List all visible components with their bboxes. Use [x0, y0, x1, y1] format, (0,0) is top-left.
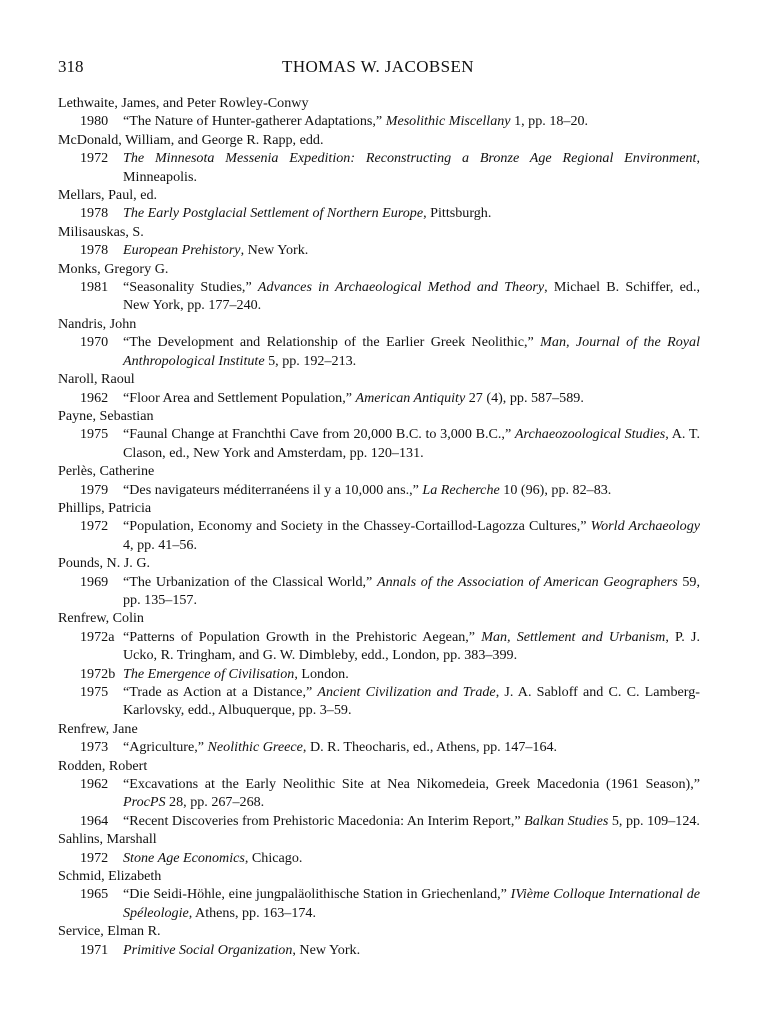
- reference-details: , Athens, pp. 163–174.: [188, 904, 316, 921]
- reference-text: [123, 150, 700, 184]
- reference-entry: [58, 628, 700, 665]
- reference-text: [123, 574, 700, 608]
- reference-title-italic: The Early Postglacial Settlement of Northern Europe: [123, 205, 424, 222]
- reference-entry: [58, 389, 700, 407]
- author-heading: Rodden, Robert: [58, 757, 148, 774]
- author-heading: Phillips, Patricia: [58, 499, 152, 516]
- reference-details: , New York.: [292, 941, 361, 958]
- reference-details: , Pittsburgh.: [423, 205, 492, 222]
- reference-year: 1975: [80, 426, 109, 443]
- reference-entry: [58, 849, 700, 867]
- bibliography-list: [58, 94, 700, 959]
- reference-text: [123, 518, 700, 552]
- reference-title-italic: The Emergence of Civilisation: [123, 665, 295, 682]
- author-heading: Mellars, Paul, ed.: [58, 187, 158, 204]
- reference-year: 1970: [80, 334, 109, 351]
- reference-title-italic: Stone Age Economics: [123, 849, 245, 866]
- author-heading: Schmid, Elizabeth: [58, 868, 162, 885]
- reference-entry: [58, 241, 700, 259]
- reference-year: 1971: [80, 941, 109, 958]
- reference-year: 1972b: [80, 665, 116, 682]
- reference-entry: [58, 149, 700, 186]
- reference-title-italic: Man, Journal of the Royal Anthropological Institute: [123, 334, 700, 369]
- reference-title-italic: Archaeozoological Studies: [514, 426, 666, 443]
- author-heading: Service, Elman R.: [58, 923, 161, 940]
- reference-plain-text: “The Development and Relationship of the Earlier Greek Neolithic,”: [123, 334, 541, 351]
- reference-text: [123, 390, 584, 406]
- reference-text: [123, 850, 302, 866]
- reference-entry: [58, 112, 700, 130]
- reference-text: [123, 426, 700, 460]
- reference-details: , Michael B. Schiffer, ed., New York, pp. 177–240.: [123, 279, 700, 314]
- reference-details: 4, pp. 41–56.: [123, 536, 197, 553]
- reference-entry: [58, 204, 700, 222]
- reference-year: 1979: [80, 481, 109, 498]
- reference-plain-text: “Recent Discoveries from Prehistoric Macedonia: An Interim Report,”: [123, 812, 525, 829]
- reference-title-italic: Mesolithic Miscellany: [385, 113, 511, 130]
- reference-plain-text: “Patterns of Population Growth in the Prehistoric Aegean,”: [123, 628, 482, 645]
- author-heading: Monks, Gregory G.: [58, 260, 169, 277]
- reference-year: 1969: [80, 573, 109, 590]
- running-title: THOMAS W. JACOBSEN: [282, 57, 474, 76]
- reference-plain-text: “Population, Economy and Society in the Chassey-Cortaillod-Lagozza Cultures,”: [123, 518, 591, 535]
- reference-entry: [58, 425, 700, 462]
- reference-title-italic: World Archaeology: [590, 518, 700, 535]
- reference-year: 1981: [80, 279, 109, 296]
- author-heading: Nandris, John: [58, 315, 137, 332]
- reference-plain-text: “The Urbanization of the Classical World,”: [123, 573, 377, 590]
- reference-text: [123, 279, 700, 313]
- reference-title-italic: European Prehistory: [123, 242, 241, 259]
- reference-details: 5, pp. 192–213.: [264, 352, 357, 369]
- reference-plain-text: “The Nature of Hunter-gatherer Adaptations,”: [123, 113, 386, 130]
- reference-text: [123, 666, 349, 682]
- reference-text: [123, 739, 557, 755]
- reference-title-italic: American Antiquity: [355, 389, 466, 406]
- reference-title-italic: Neolithic Greece: [207, 739, 303, 756]
- reference-text: [123, 482, 611, 498]
- reference-details: , D. R. Theocharis, ed., Athens, pp. 147–164.: [302, 739, 558, 756]
- reference-plain-text: “Seasonality Studies,”: [123, 279, 258, 296]
- reference-entry: [58, 738, 700, 756]
- reference-year: 1975: [80, 684, 109, 700]
- reference-title-italic: La Recherche: [422, 481, 500, 498]
- reference-title-italic: Primitive Social Organization: [123, 941, 293, 958]
- reference-entry: [58, 517, 700, 554]
- reference-text: [123, 942, 360, 958]
- author-heading: Renfrew, Colin: [58, 610, 144, 627]
- reference-plain-text: “Excavations at the Early Neolithic Site at Nea Nikomedeia, Greek Macedonia (1961 Season),”: [123, 776, 700, 793]
- reference-details: 1, pp. 18–20.: [510, 113, 589, 130]
- reference-year: 1962: [80, 389, 109, 406]
- page-header: [58, 57, 698, 79]
- reference-year: 1973: [80, 739, 109, 756]
- reference-details: 5, pp. 109–124.: [608, 812, 700, 829]
- reference-year: 1972: [80, 150, 109, 167]
- reference-text: [123, 886, 700, 920]
- reference-plain-text: “Agriculture,”: [123, 739, 208, 756]
- reference-title-italic: Ancient Civilization and Trade: [317, 684, 496, 700]
- reference-title-italic: The Minnesota Messenia Expedition: Reconstructing a Bronze Age Regional Environment: [123, 150, 697, 167]
- reference-year: 1965: [80, 886, 109, 903]
- author-heading: Perlès, Catherine: [58, 463, 155, 480]
- reference-title-italic: ProcPS: [123, 794, 166, 811]
- reference-title-italic: Man, Settlement and Urbanism: [481, 628, 666, 645]
- reference-year: 1980: [80, 113, 109, 130]
- reference-entry: [58, 812, 700, 830]
- reference-title-italic: Advances in Archaeological Method and Theory: [257, 279, 545, 296]
- reference-text: [123, 205, 491, 221]
- reference-entry: [58, 775, 700, 812]
- author-heading: Lethwaite, James, and Peter Rowley-Conwy: [58, 95, 309, 111]
- author-heading: Renfrew, Jane: [58, 720, 138, 737]
- reference-details: , New York.: [240, 242, 309, 259]
- author-heading: Sahlins, Marshall: [58, 831, 157, 848]
- reference-text: [123, 242, 308, 258]
- reference-entry: [58, 481, 700, 499]
- reference-plain-text: “Faunal Change at Franchthi Cave from 20,000 B.C. to 3,000 B.C.,”: [123, 426, 515, 443]
- reference-details: 27 (4), pp. 587–589.: [465, 389, 584, 406]
- reference-year: 1964: [80, 812, 109, 829]
- reference-year: 1978: [80, 205, 109, 222]
- reference-text: [123, 776, 700, 810]
- reference-year: 1972: [80, 518, 109, 535]
- reference-details: , J. A. Sabloff and C. C. Lamberg-Karlovsky, edd., Albuquerque, pp. 3–59.: [123, 684, 700, 719]
- reference-details: , London.: [294, 665, 349, 682]
- author-heading: Naroll, Raoul: [58, 371, 135, 388]
- reference-year: 1972: [80, 849, 109, 866]
- reference-entry: [58, 278, 700, 315]
- reference-details: 28, pp. 267–268.: [165, 794, 265, 811]
- reference-details: , A. T. Clason, ed., New York and Amsterdam, pp. 120–131.: [123, 426, 700, 461]
- reference-details: , Minneapolis.: [123, 150, 700, 185]
- reference-title-italic: IVième Colloque International de Spéleologie: [123, 886, 700, 921]
- reference-plain-text: “Die Seidi-Höhle, eine jungpaläolithische Station in Griechenland,”: [123, 886, 511, 903]
- author-heading: McDonald, William, and George R. Rapp, edd.: [58, 131, 324, 148]
- author-heading: Pounds, N. J. G.: [58, 555, 151, 572]
- reference-plain-text: “Des navigateurs méditerranéens il y a 10,000 ans.,”: [123, 481, 423, 498]
- reference-entry: [58, 683, 700, 720]
- reference-entry: [58, 941, 700, 959]
- author-heading: Payne, Sebastian: [58, 407, 154, 424]
- reference-year: 1962: [80, 776, 109, 793]
- reference-year: 1972a: [80, 628, 115, 645]
- reference-details: 59, pp. 135–157.: [123, 573, 701, 608]
- reference-entry: [58, 333, 700, 370]
- reference-details: , P. J. Ucko, R. Tringham, and G. W. Dimbleby, edd., London, pp. 383–399.: [123, 628, 700, 664]
- reference-entry: [58, 885, 700, 922]
- reference-plain-text: “Floor Area and Settlement Population,”: [123, 389, 356, 406]
- reference-title-italic: Annals of the Association of American Geographers: [376, 573, 678, 590]
- reference-text: [123, 629, 700, 663]
- author-heading: Milisauskas, S.: [58, 223, 144, 240]
- reference-text: [123, 113, 588, 129]
- reference-text: [123, 813, 700, 829]
- reference-details: 10 (96), pp. 82–83.: [499, 481, 612, 498]
- reference-entry: [58, 665, 700, 683]
- reference-year: 1978: [80, 242, 109, 259]
- reference-plain-text: “Trade as Action at a Distance,”: [123, 684, 318, 700]
- page-number: 318: [58, 57, 84, 76]
- reference-title-italic: Balkan Studies: [524, 812, 609, 829]
- reference-text: [123, 334, 700, 368]
- reference-details: , Chicago.: [244, 849, 303, 866]
- reference-entry: [58, 573, 700, 610]
- reference-text: [123, 684, 700, 718]
